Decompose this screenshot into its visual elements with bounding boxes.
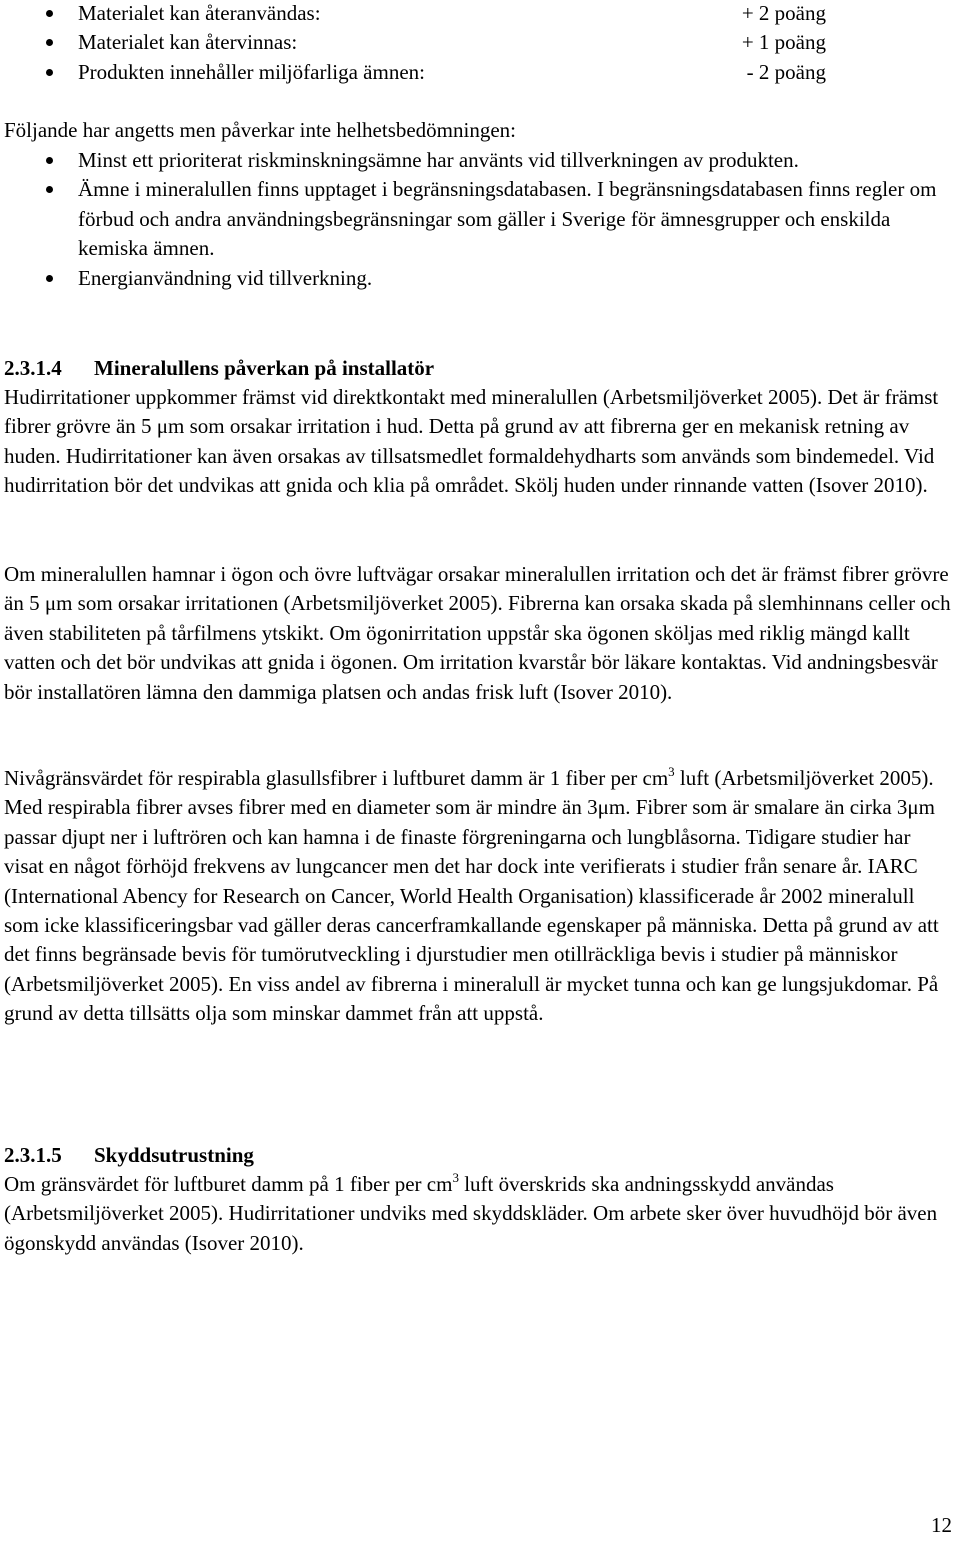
superscript: 3 <box>452 1170 459 1185</box>
scoring-label: Materialet kan återanvändas: <box>78 1 321 25</box>
paragraph: Hudirritationer uppkommer främst vid direktkontakt med mineralullen (Arbetsmiljöverket 2005). Det är främst fibrer grövre än 5 μm som orsakar irritation i hud. Detta på grund av att fibrerna ger en mekanisk retning av huden. Hudirritationer kan även orsakas av tillsatsmedlet formaldehydharts som används som bindemedel. Vid hudirritation bör det undvikas att gnida och klia på området. Skölj huden under rinnande vatten (Isover 2010). <box>4 385 939 498</box>
list-item <box>4 146 952 175</box>
paragraph: Om mineralullen hamnar i ögon och övre luftvägar orsakar mineralullen irritation och det är främst fibrer grövre än 5 μm som orsakar irritationen (Arbetsmiljöverket 2005). Fibrerna kan orsaka skada på slemhinnans celler och även stabiliteten på tårfilmens ytskikt. Om ögonirritation uppstår ska ögonen sköljas med riklig mängd kallt vatten och det bör undvikas att gnida i ögonen. Om irritation kvarstår bör läkare kontaktas. Vid andningsbesvär bör installatören lämna den dammiga platsen och andas frisk luft (Isover 2010). <box>4 562 951 704</box>
bullet-icon <box>46 39 53 46</box>
scoring-label: Materialet kan återvinnas: <box>78 30 298 55</box>
paragraph <box>4 1170 952 1258</box>
list-item <box>4 264 952 293</box>
paragraph-text: luft (Arbetsmiljöverket 2005). Med respirabla fibrer avses fibrer med en diameter som är mindre än 3μm. Fibrer som är smalare än cirka 3μm passar djupt ner i luftrören och kan hamna i de finaste förgreningarna och lungblåsorna. Tidigare studier har visat en något förhöjd frekvens av lungcancer men det har dock inte verifierats i studier från senare år. IARC (International Abency for Research on Cancer, World Health Organisation) klassificerade år 2002 mineralull som icke klassificeringsbar vad gäller deras cancerframkallande egenskaper på människa. Detta på grund av att det finns begränsade bevis för tumörutveckling i djurstudier men otillräckliga bevis i studier på människor (Arbetsmiljöverket 2005). En viss andel av fibrerna i mineralull är mycket tunna och kan ge lungsjukdomar. På grund av detta tillsätts olja som minskar dammet från att uppstå. <box>4 766 939 1026</box>
not-affecting-intro: Följande har angetts men påverkar inte helhetsbedömningen: <box>4 118 517 142</box>
paragraph <box>4 764 952 1029</box>
section-heading-2315 <box>4 1141 952 1170</box>
paragraph-text: Om gränsvärdet för luftburet damm på 1 fiber per cm <box>4 1172 453 1196</box>
bullet-icon <box>46 275 53 282</box>
list-item <box>4 58 952 87</box>
list-item-text: Energianvändning vid tillverkning. <box>78 265 373 290</box>
paragraph-text: luft överskrids ska andningsskydd användas (Arbetsmiljöverket 2005). Hudirritationer undviks med skyddskläder. Om arbete sker över huvudhöjd bör även ögonskydd användas (Isover 2010). <box>4 1172 938 1255</box>
bullet-icon <box>46 186 53 193</box>
list-item <box>4 175 952 263</box>
list-item-text: Minst ett prioriterat riskminskningsämne har använts vid tillverkningen av produkten. <box>78 148 799 172</box>
section-number: 2.3.1.5 <box>4 1143 62 1167</box>
page-number: 12 <box>931 1513 952 1537</box>
scoring-value: + 2 poäng <box>741 1 826 25</box>
list-item <box>4 28 952 57</box>
list-item-text: Ämne i mineralullen finns upptaget i begränsningsdatabasen. I begränsningsdatabasen finns regler om förbud och andra användningsbegränsningar som gäller i Sverige för ämnesgrupper och enskilda kemiska ämnen. <box>78 177 937 261</box>
bullet-icon <box>46 10 53 17</box>
section-title: Skyddsutrustning <box>94 1143 254 1167</box>
section-title: Mineralullens påverkan på installatör <box>94 356 435 380</box>
not-affecting-list <box>4 146 952 293</box>
scoring-label: Produkten innehåller miljöfarliga ämnen: <box>78 59 425 84</box>
scoring-value: + 1 poäng <box>741 30 826 55</box>
superscript: 3 <box>668 764 675 779</box>
section-heading-2314 <box>4 354 952 383</box>
paragraph-text: Nivågränsvärdet för respirabla glasullsfibrer i luftburet damm är 1 fiber per cm <box>4 766 669 790</box>
section-number: 2.3.1.4 <box>4 356 62 380</box>
list-item <box>4 0 952 28</box>
scoring-value: - 2 poäng <box>746 59 826 84</box>
bullet-icon <box>46 157 53 164</box>
scoring-list <box>4 0 952 87</box>
bullet-icon <box>46 69 53 76</box>
